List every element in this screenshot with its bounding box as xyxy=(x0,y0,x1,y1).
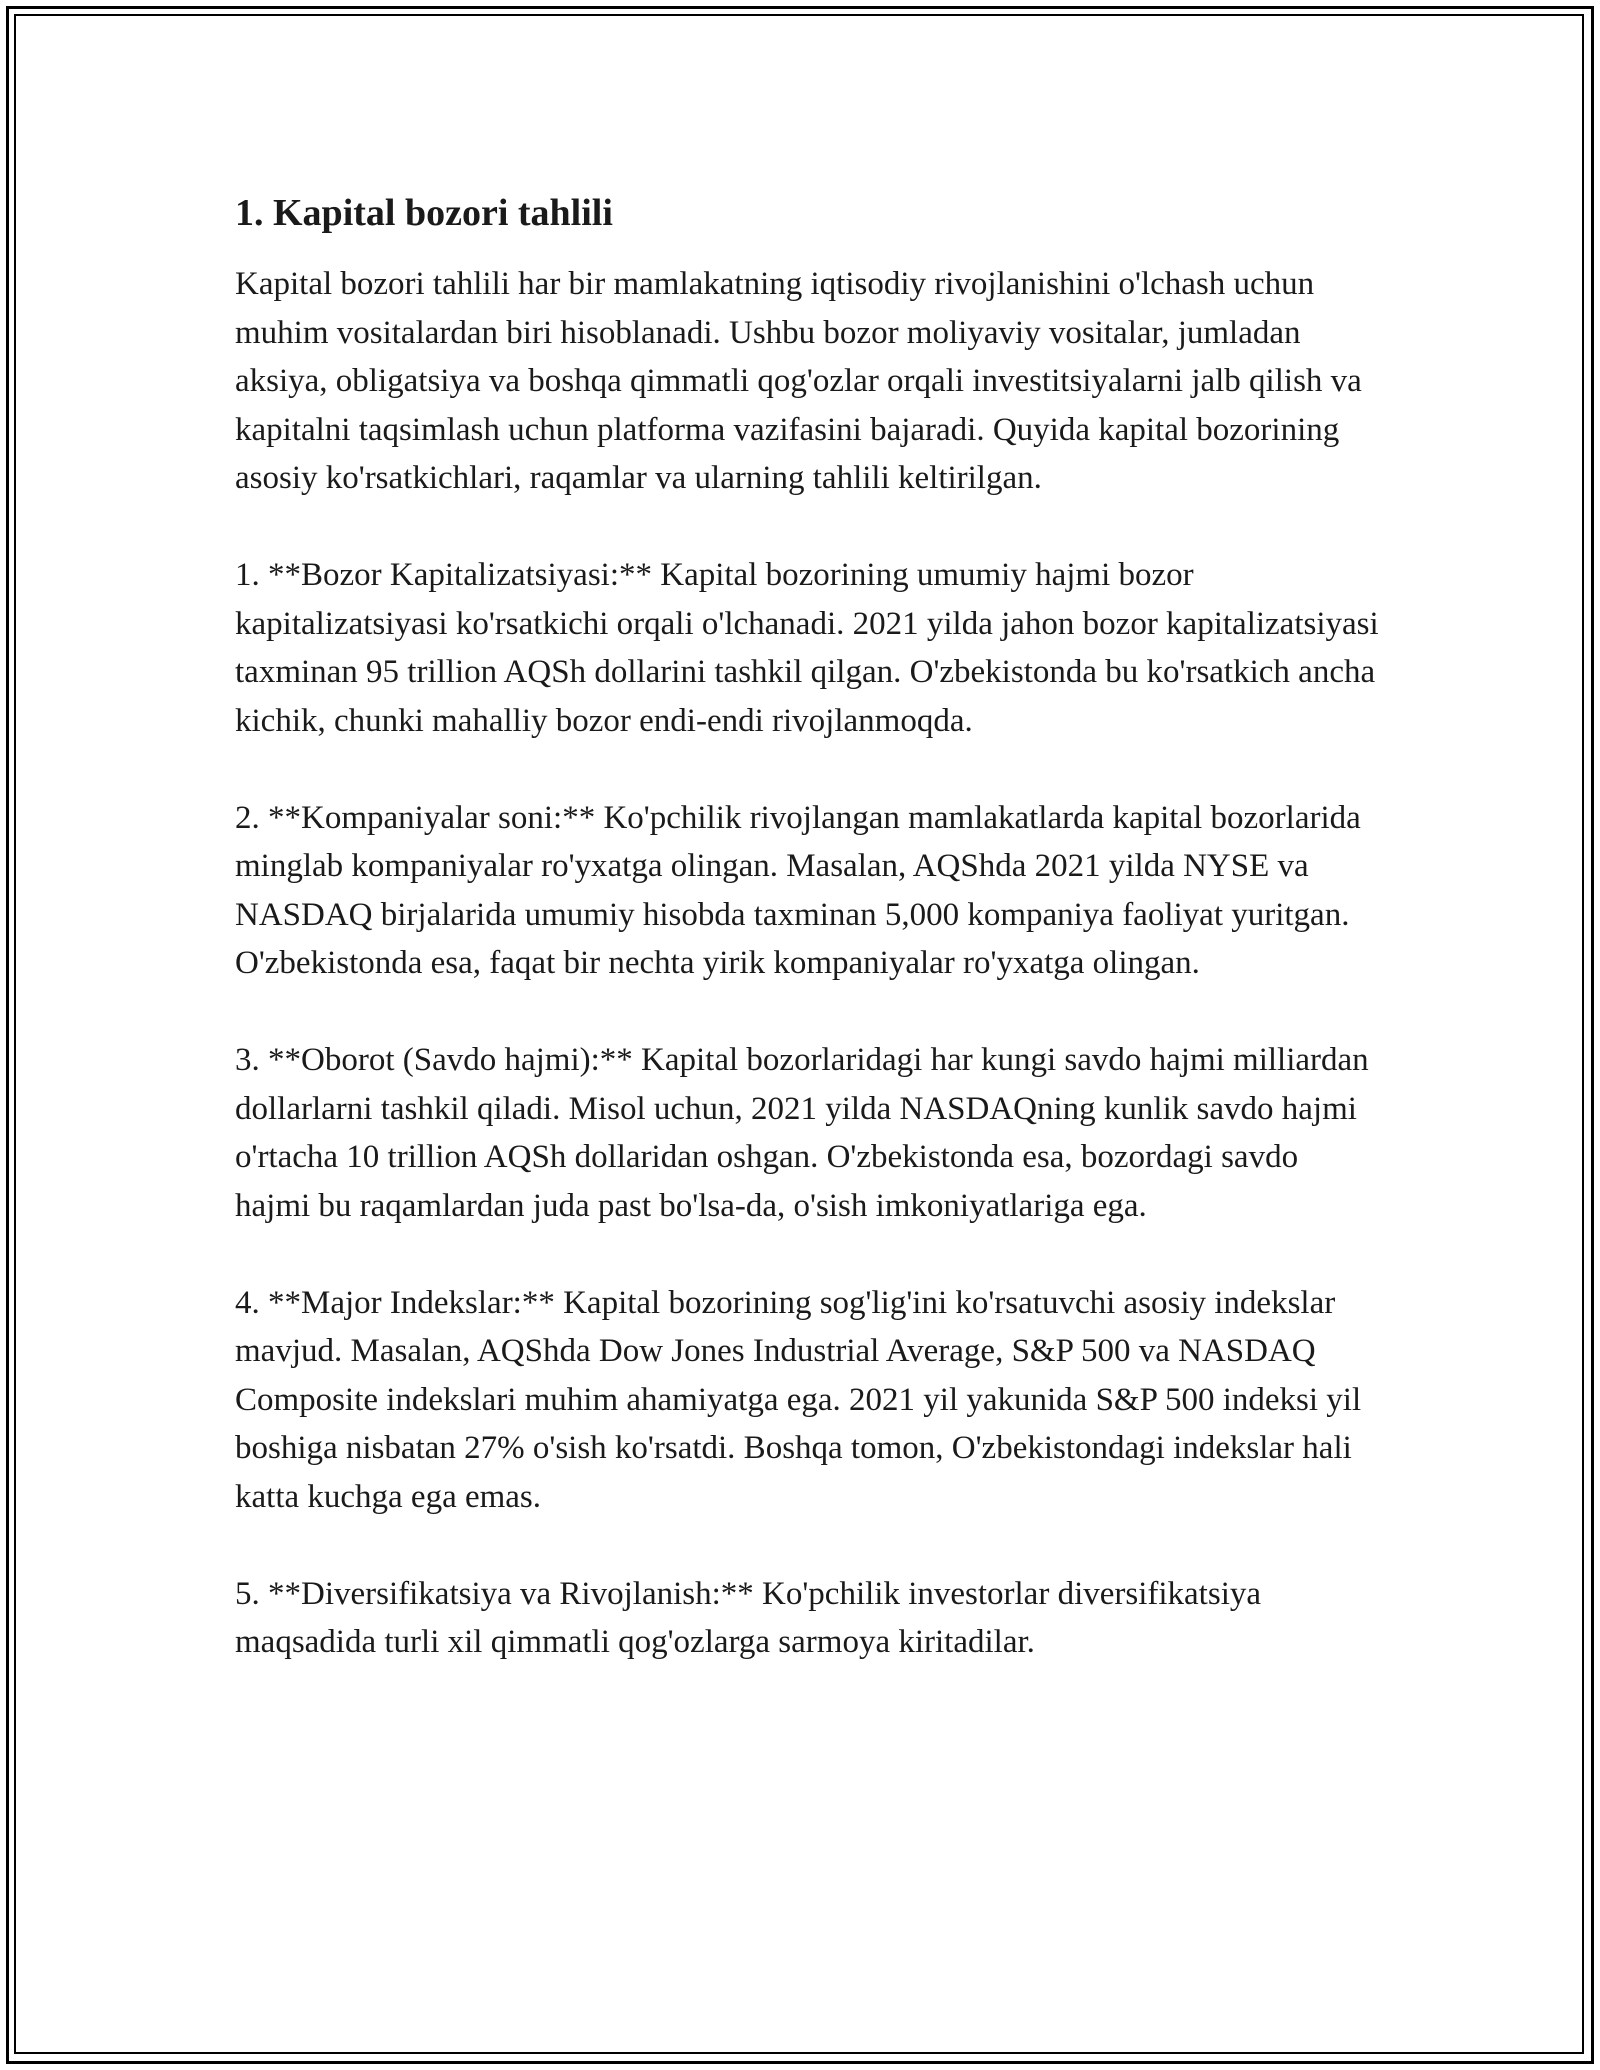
section-heading: 1. Kapital bozori tahlili xyxy=(235,192,613,234)
diversification-paragraph: 5. **Diversifikatsiya va Rivojlanish:** Ko'pchilik investorlar diversifikatsiya maqsadida turli xil qimmatli qog'ozlarga sarmoya kiritadilar. xyxy=(235,1575,1262,1661)
market-capitalization-paragraph: 1. **Bozor Kapitalizatsiyasi:** Kapital bozorining umumiy hajmi bozor kapitalizatsiyasi ko'rsatkichi orqali o'lchanadi. 2021 yilda jahon bozor kapitalizatsiyasi taxminan 95 trillion AQSh dollarini tashkil qilgan. O'zbekistonda bu ko'rsatkich ancha kichik, chunki mahalliy bozor endi-endi rivojlanmoqda. xyxy=(235,557,1379,739)
major-indexes-paragraph: 4. **Major Indekslar:** Kapital bozorining sog'lig'ini ko'rsatuvchi asosiy indekslar mavjud. Masalan, AQShda Dow Jones Industrial Average, S&P 500 va NASDAQ Composite indekslari muhim ahamiyatga ega. 2021 yil yakunida S&P 500 indeksi yil boshiga nisbatan 27% o'sish ko'rsatdi. Boshqa tomon, O'zbekistondagi indekslar hali katta kuchga ega emas. xyxy=(235,1284,1362,1515)
trading-volume-paragraph: 3. **Oborot (Savdo hajmi):** Kapital bozorlaridagi har kungi savdo hajmi milliardan dollarlarni tashkil qiladi. Misol uchun, 2021 yilda NASDAQning kunlik savdo hajmi o'rtacha 10 trillion AQSh dollaridan oshgan. O'zbekistonda esa, bozordagi savdo hajmi bu raqamlardan juda past bo'lsa-da, o'sish imkoniyatlariga ega. xyxy=(235,1042,1369,1224)
document-body xyxy=(235,180,1380,1715)
company-count-paragraph: 2. **Kompaniyalar soni:** Ko'pchilik rivojlangan mamlakatlarda kapital bozorlarida minglab kompaniyalar ro'yxatga olingan. Masalan, AQShda 2021 yilda NYSE va NASDAQ birjalarida umumiy hisobda taxminan 5,000 kompaniya faoliyat yuritgan. O'zbekistonda esa, faqat bir nechta yirik kompaniyalar ro'yxatga olingan. xyxy=(235,799,1361,982)
intro-paragraph: Kapital bozori tahlili har bir mamlakatning iqtisodiy rivojlanishini o'lchash uchun muhim vositalardan biri hisoblanadi. Ushbu bozor moliyaviy vositalar, jumladan aksiya, obligatsiya va boshqa qimmatli qog'ozlar orqali investitsiyalarni jalb qilish va kapitalni taqsimlash uchun platforma vazifasini bajaradi. Quyida kapital bozorining asosiy ko'rsatkichlari, raqamlar va ularning tahlili keltirilgan. xyxy=(235,266,1362,497)
